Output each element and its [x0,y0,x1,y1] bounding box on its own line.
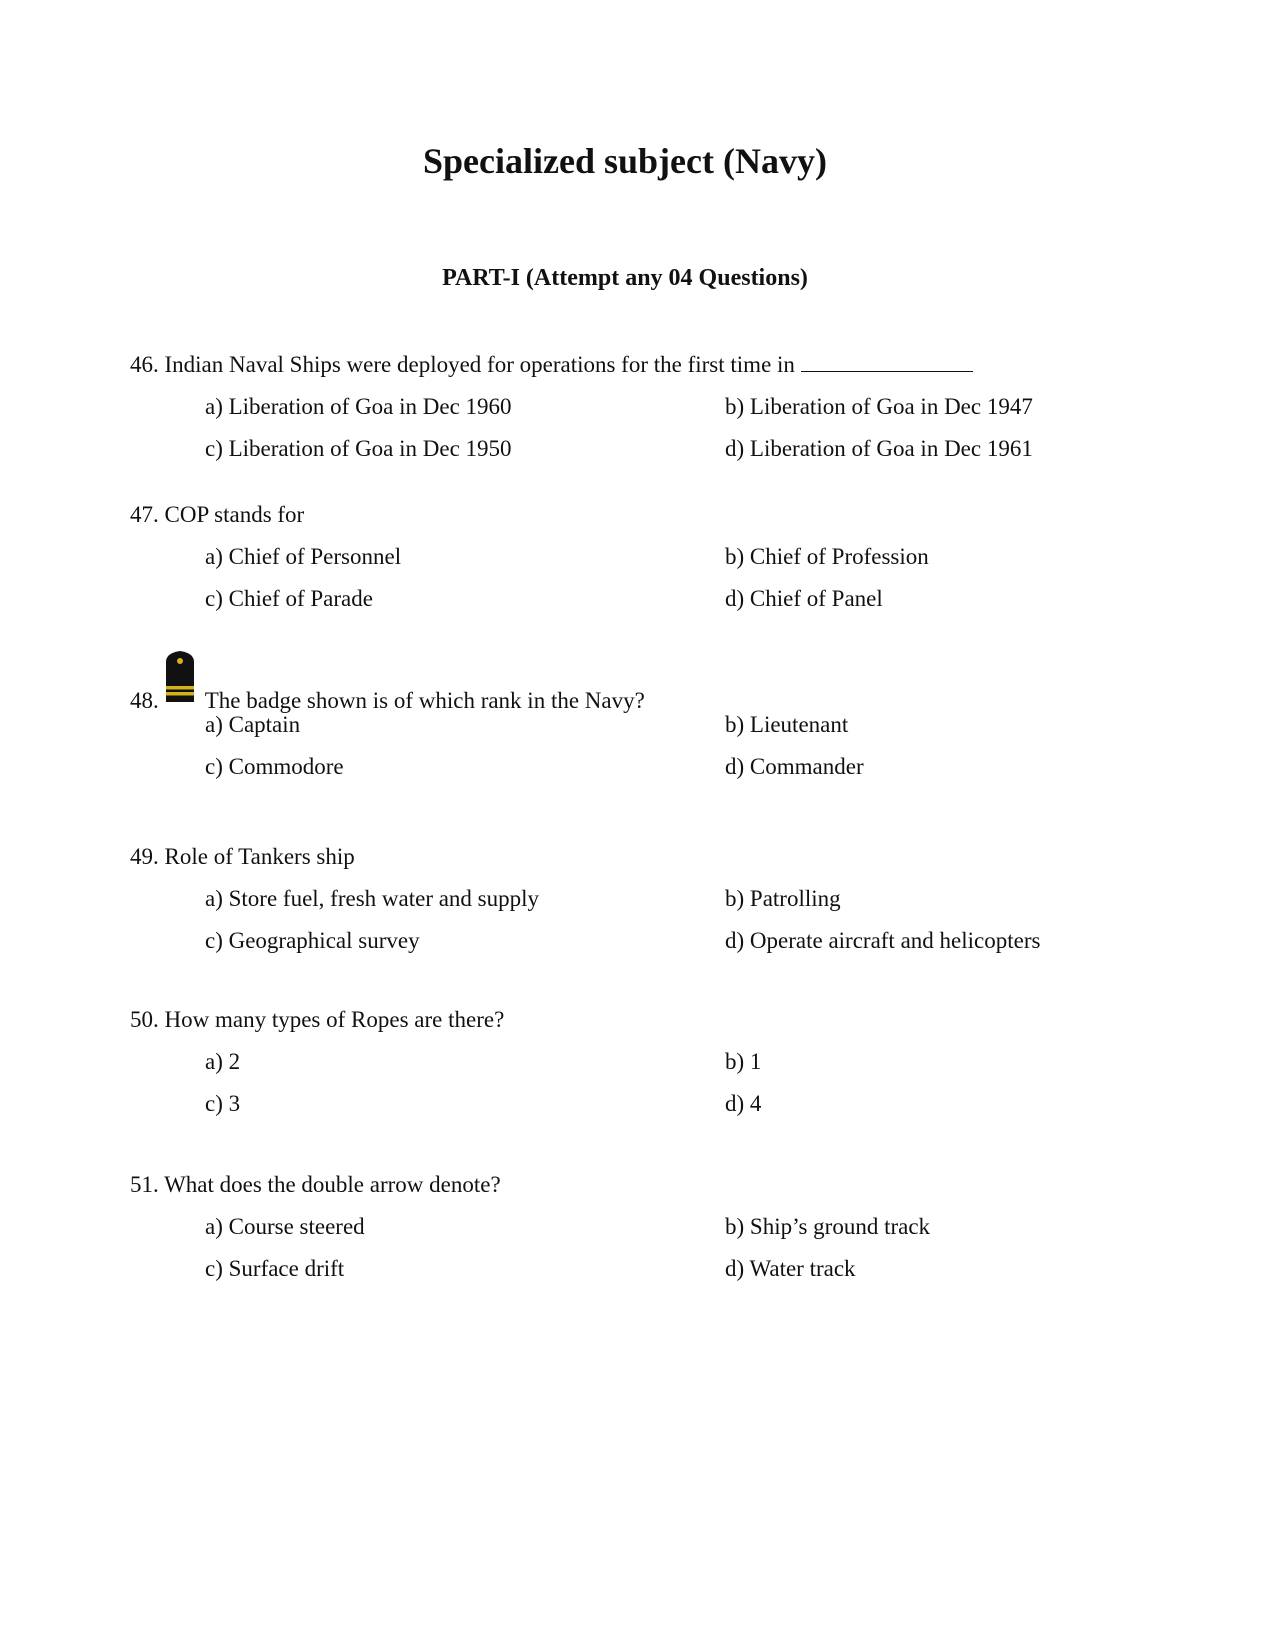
option-a[interactable]: a) Store fuel, fresh water and supply [205,886,540,911]
question-51 [130,1170,1130,1292]
question-number: 48. [130,688,159,713]
question-stem [130,1170,1130,1200]
option-d[interactable]: d) Liberation of Goa in Dec 1961 [725,436,1033,461]
option-b[interactable]: b) Patrolling [725,886,841,911]
option-a[interactable]: a) Captain [205,712,301,737]
options-grid [130,1212,1130,1292]
options-grid [130,1047,1130,1127]
option-c[interactable]: c) Liberation of Goa in Dec 1950 [205,436,512,461]
question-text: How many types of Ropes are there? [164,1007,505,1032]
question-text: Role of Tankers ship [164,844,355,869]
option-b[interactable]: b) Ship’s ground track [725,1214,931,1239]
question-stem [130,842,1130,872]
option-c[interactable]: c) Geographical survey [205,928,420,953]
option-a[interactable]: a) Course steered [205,1214,365,1239]
question-50 [130,1005,1130,1127]
question-48 [130,650,1130,790]
question-46 [130,350,1130,472]
page-title: Specialized subject (Navy) [423,141,827,181]
option-d[interactable]: d) Commander [725,754,864,779]
question-47 [130,500,1130,622]
option-b[interactable]: b) 1 [725,1049,762,1074]
option-d[interactable]: d) Chief of Panel [725,586,883,611]
option-b[interactable]: b) Lieutenant [725,712,849,737]
option-c[interactable]: c) 3 [205,1091,241,1116]
options-grid [130,710,1130,790]
options-grid [130,884,1130,964]
option-a[interactable]: a) Liberation of Goa in Dec 1960 [205,394,512,419]
question-text: The badge shown is of which rank in the Navy? [204,688,645,713]
question-stem [130,650,1130,713]
option-a[interactable]: a) Chief of Personnel [205,544,402,569]
question-number: 47. [130,502,159,527]
option-d[interactable]: d) Operate aircraft and helicopters [725,928,1041,953]
options-grid [130,542,1130,622]
question-stem [130,500,1130,530]
navy-rank-badge-icon [163,650,197,702]
question-stem [130,350,1130,380]
question-number: 46. [130,352,159,377]
option-a[interactable]: a) 2 [205,1049,241,1074]
question-text: What does the double arrow denote? [164,1172,501,1197]
question-stem [130,1005,1130,1035]
option-c[interactable]: c) Surface drift [205,1256,345,1281]
answer-blank [801,351,973,372]
option-b[interactable]: b) Liberation of Goa in Dec 1947 [725,394,1033,419]
option-c[interactable]: c) Chief of Parade [205,586,373,611]
question-text: Indian Naval Ships were deployed for operations for the first time in [164,352,795,377]
option-c[interactable]: c) Commodore [205,754,344,779]
section-heading: PART-I (Attempt any 04 Questions) [442,265,808,291]
option-b[interactable]: b) Chief of Profession [725,544,929,569]
question-49 [130,842,1130,964]
options-grid [130,392,1130,472]
question-number: 49. [130,844,159,869]
question-number: 51. [130,1172,159,1197]
question-text: COP stands for [164,502,305,527]
option-d[interactable]: d) 4 [725,1091,762,1116]
option-d[interactable]: d) Water track [725,1256,856,1281]
question-number: 50. [130,1007,159,1032]
